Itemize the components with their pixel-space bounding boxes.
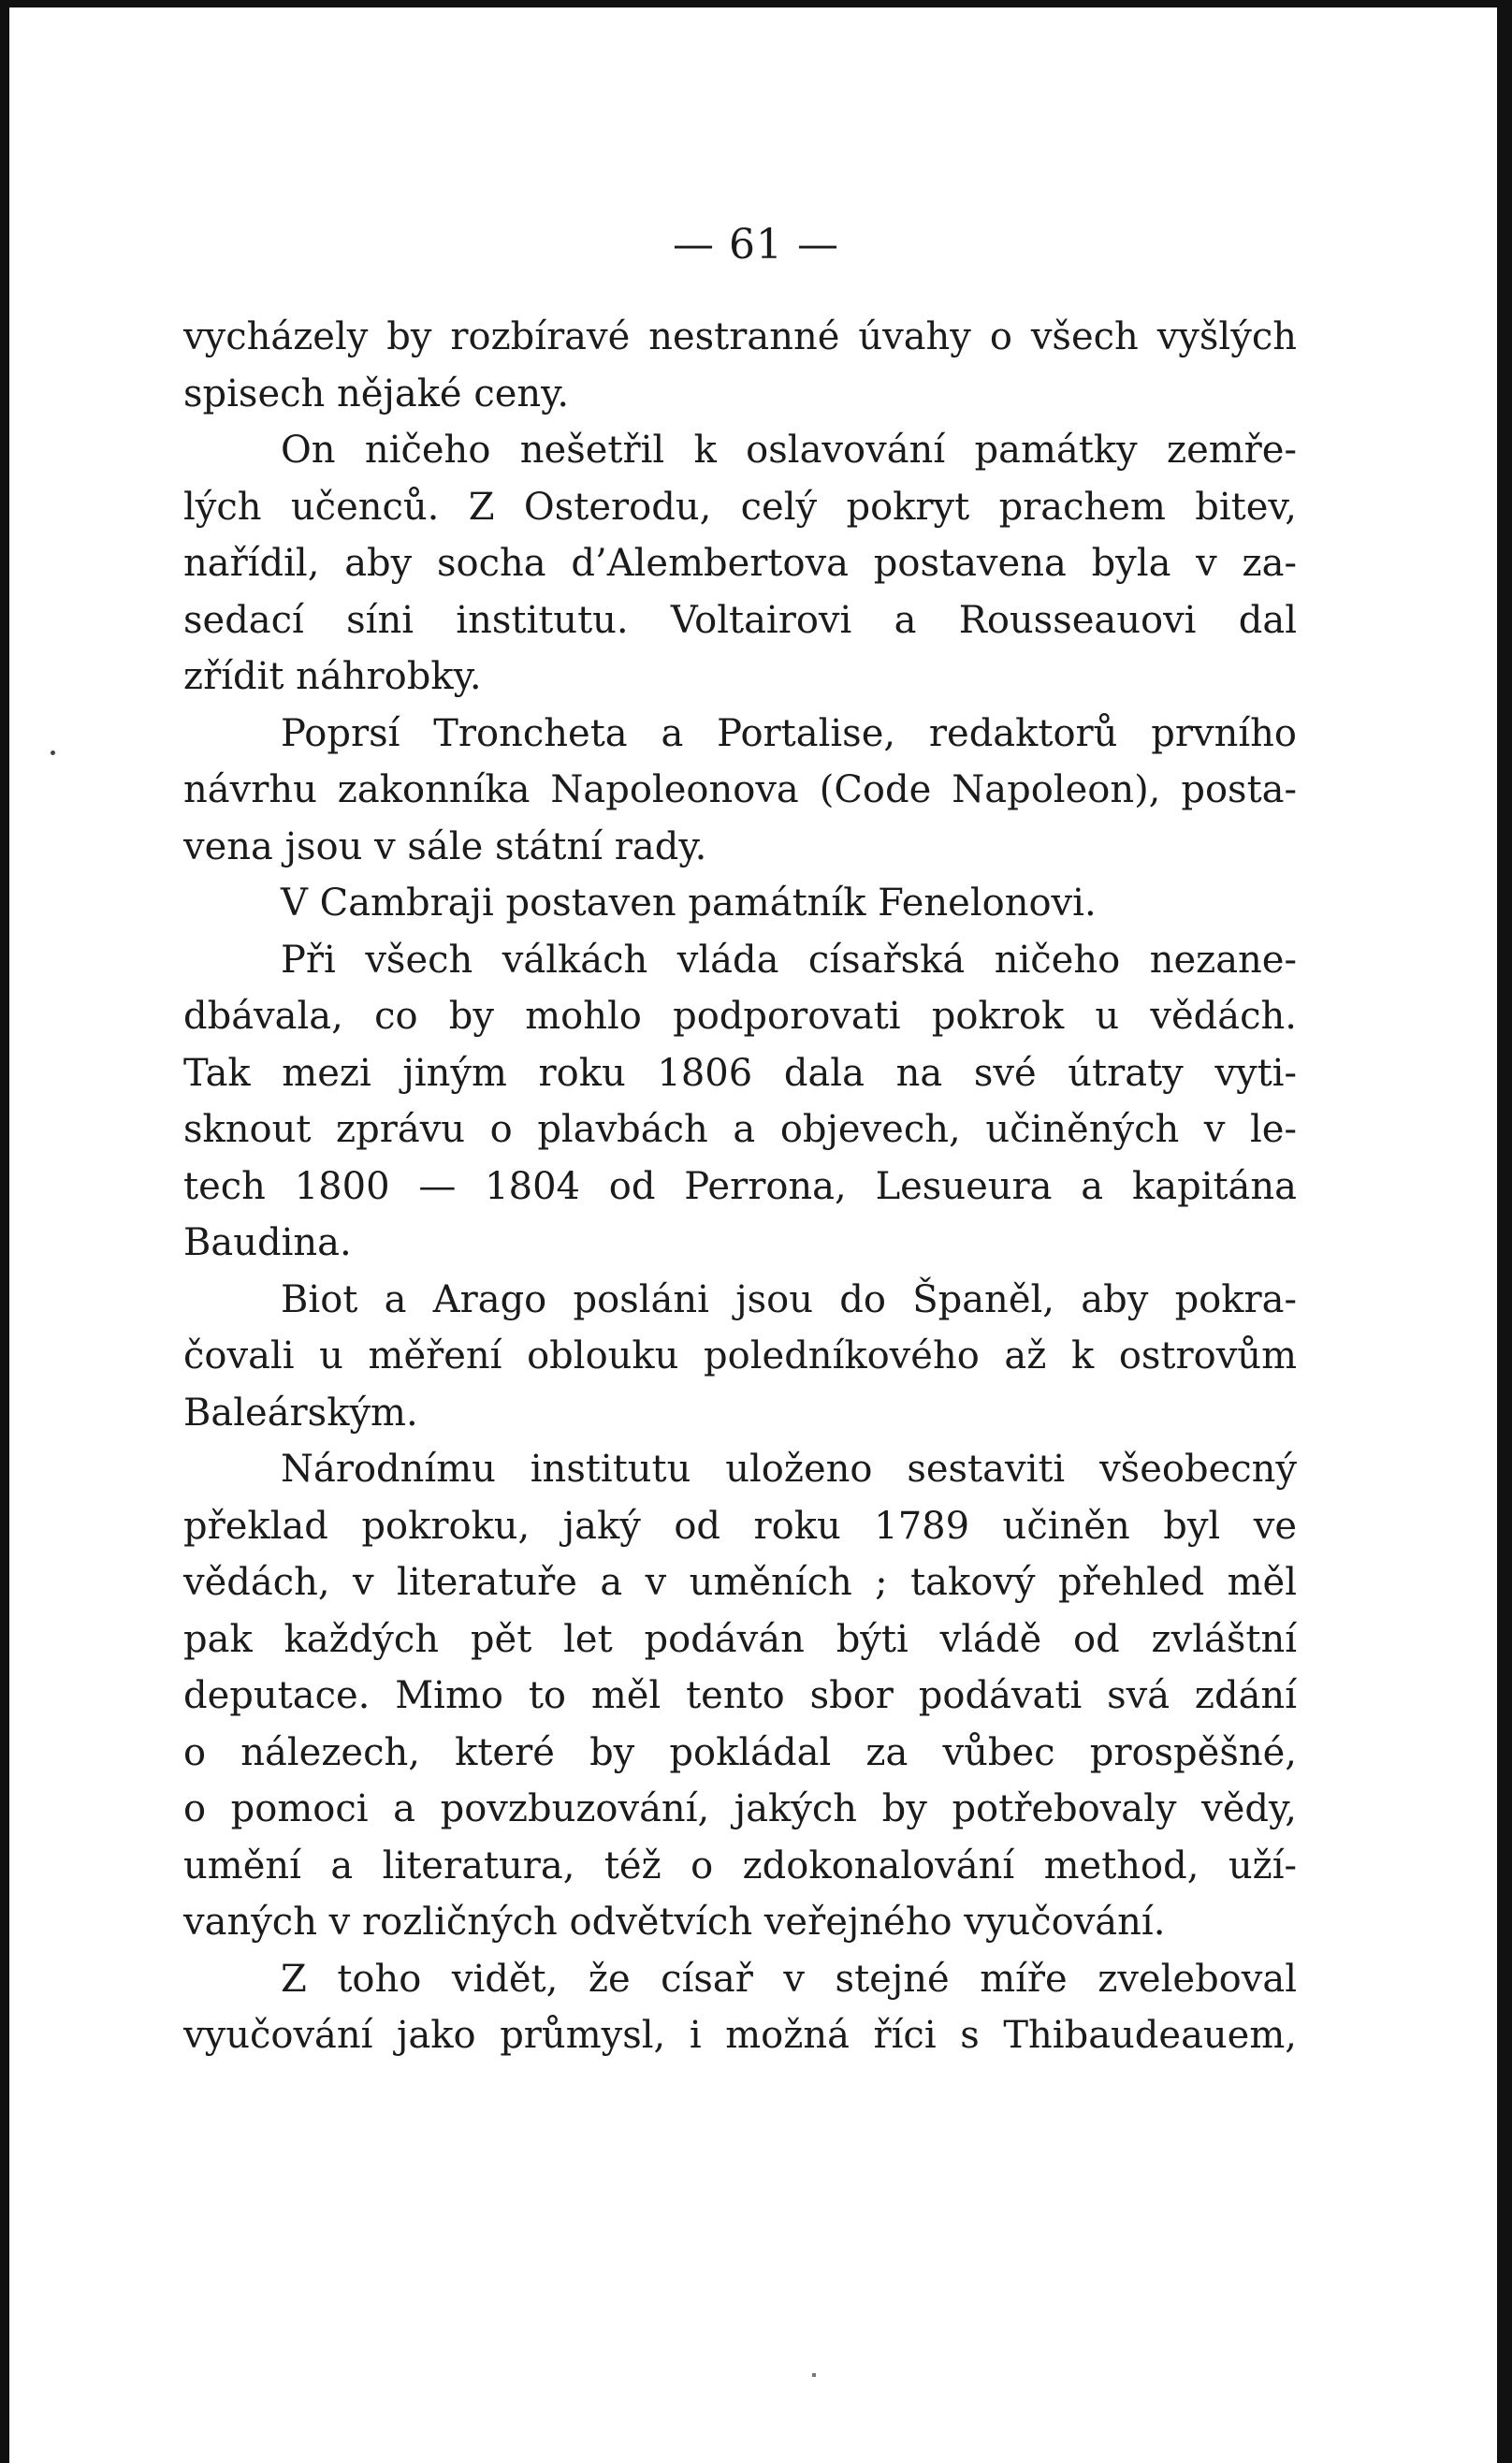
text-line: Baudina. — [183, 1221, 352, 1264]
text-line: deputace. Mimo to měl tento sbor podávati svá zdání — [183, 1674, 1297, 1717]
text-line: Biot a Arago posláni jsou do Španěl, aby pokra- — [281, 1277, 1297, 1321]
text-line: vycházely by rozbíravé nestranné úvahy o všech vyšlých — [183, 315, 1297, 358]
text-line: vena jsou v sále státní rady. — [183, 824, 707, 868]
page-body-text — [183, 309, 1297, 2064]
text-line: Při všech válkách vláda císařská ničeho nezane- — [281, 938, 1297, 982]
text-line: Poprsí Troncheta a Portalise, redaktorů prvního — [281, 711, 1297, 755]
text-line: vyučování jako průmysl, i možná říci s Thibaudeauem, — [183, 2014, 1297, 2057]
text-line: Národnímu institutu uloženo sestaviti všeobecný — [281, 1448, 1297, 1491]
text-line: čovali u měření oblouku poledníkového až k ostrovům — [183, 1334, 1297, 1377]
text-line: vaných v rozličných odvětvích veřejného vyučování. — [183, 1901, 1166, 1944]
text-line: dbávala, co by mohlo podporovati pokrok u vědách. — [183, 995, 1297, 1038]
text-line: spisech nějaké ceny. — [183, 372, 570, 415]
scan-border-top — [0, 0, 1512, 7]
scan-border-left — [0, 0, 9, 2463]
text-line: pak každých pět let podáván býti vládě od zvláštní — [183, 1617, 1297, 1661]
text-line: On ničeho nešetřil k oslavování památky zemře- — [281, 429, 1297, 472]
text-line: překlad pokroku, jaký od roku 1789 učiněn byl ve — [183, 1504, 1297, 1548]
text-line: vědách, v literatuře a v uměních ; takový přehled měl — [183, 1561, 1297, 1604]
text-line: o nálezech, které by pokládal za vůbec prospěšné, — [183, 1730, 1297, 1774]
text-line: návrhu zakonníka Napoleonova (Code Napoleon), posta- — [183, 768, 1297, 811]
text-line: o pomoci a povzbuzování, jakých by potřebovaly vědy, — [183, 1787, 1297, 1830]
text-line: nařídil, aby socha d’Alembertova postavena byla v za- — [183, 542, 1297, 585]
text-line: Z toho vidět, že císař v stejné míře zveleboval — [281, 1957, 1297, 2001]
text-line: tech 1800 — 1804 od Perrona, Lesueura a kapitána — [183, 1164, 1297, 1208]
text-line: V Cambraji postaven památník Fenelonovi. — [281, 882, 1097, 925]
text-line: Tak mezi jiným roku 1806 dala na své útraty vyti- — [183, 1051, 1297, 1095]
text-line: zřídit náhrobky. — [183, 655, 482, 698]
scan-border-right — [1497, 0, 1512, 2463]
text-line: umění a literatura, též o zdokonalování method, uží- — [183, 1844, 1297, 1887]
margin-dot — [51, 751, 55, 755]
page-number: — 61 — — [673, 221, 839, 269]
bottom-speck — [812, 2373, 816, 2377]
text-line: sedací síni institutu. Voltairovi a Rousseauovi dal — [183, 598, 1297, 642]
text-line: sknout zprávu o plavbách a objevech, učiněných v le- — [183, 1108, 1297, 1151]
text-line: lých učenců. Z Osterodu, celý pokryt prachem bitev, — [183, 485, 1297, 529]
text-line: Baleárským. — [183, 1391, 418, 1435]
